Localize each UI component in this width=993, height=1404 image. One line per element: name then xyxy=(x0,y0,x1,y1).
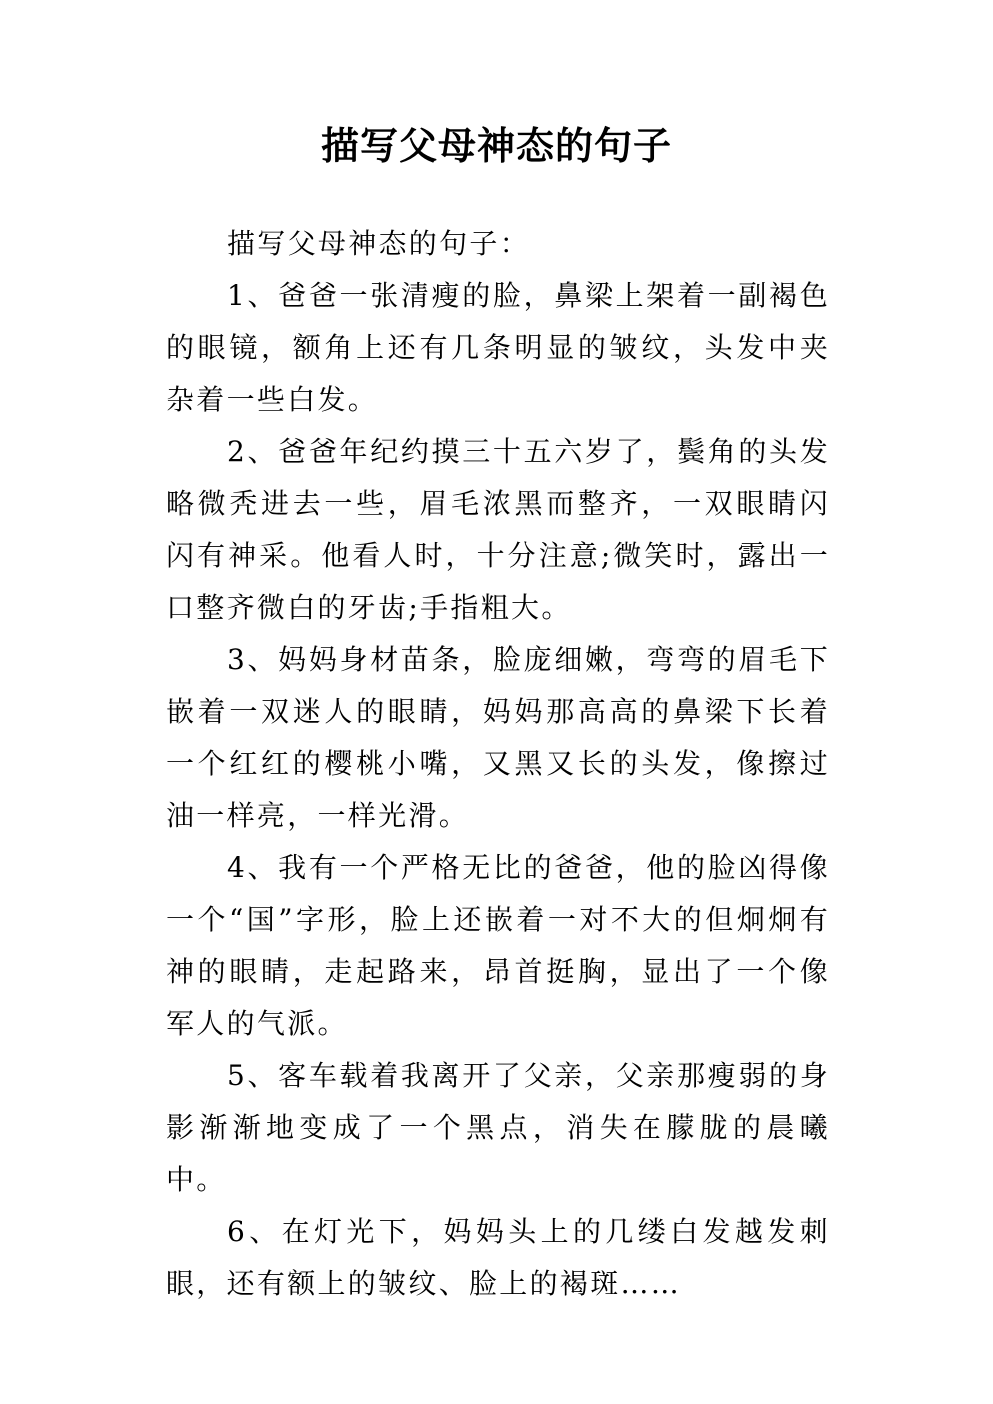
document-body xyxy=(166,218,830,1310)
document-title: 描写父母神态的句子 xyxy=(320,124,672,168)
intro-paragraph: 描写父母神态的句子： xyxy=(227,227,531,260)
paragraph-3: 3、妈妈身材苗条，脸庞细嫩，弯弯的眉毛下嵌着一双迷人的眼睛，妈妈那高高的鼻梁下长着一个红红的樱桃小嘴，又黑又长的头发，像擦过油一样亮，一样光滑。 xyxy=(166,643,830,832)
paragraph-2: 2、爸爸年纪约摸三十五六岁了，鬓角的头发略微秃进去一些，眉毛浓黑而整齐，一双眼睛闪闪有神采。他看人时，十分注意;微笑时，露出一口整齐微白的牙齿;手指粗大。 xyxy=(166,435,830,624)
paragraph-5: 5、客车载着我离开了父亲，父亲那瘦弱的身影渐渐地变成了一个黑点，消失在朦胧的晨曦中。 xyxy=(166,1059,830,1196)
paragraph-1: 1、爸爸一张清瘦的脸，鼻梁上架着一副褐色的眼镜，额角上还有几条明显的皱纹，头发中夹杂着一些白发。 xyxy=(166,279,830,416)
paragraph-4: 4、我有一个严格无比的爸爸，他的脸凶得像一个“国”字形，脸上还嵌着一对不大的但炯炯有神的眼睛，走起路来，昂首挺胸，显出了一个像军人的气派。 xyxy=(166,851,830,1040)
paragraph-6: 6、在灯光下，妈妈头上的几缕白发越发刺眼，还有额上的皱纹、脸上的褐斑…… xyxy=(166,1215,830,1300)
